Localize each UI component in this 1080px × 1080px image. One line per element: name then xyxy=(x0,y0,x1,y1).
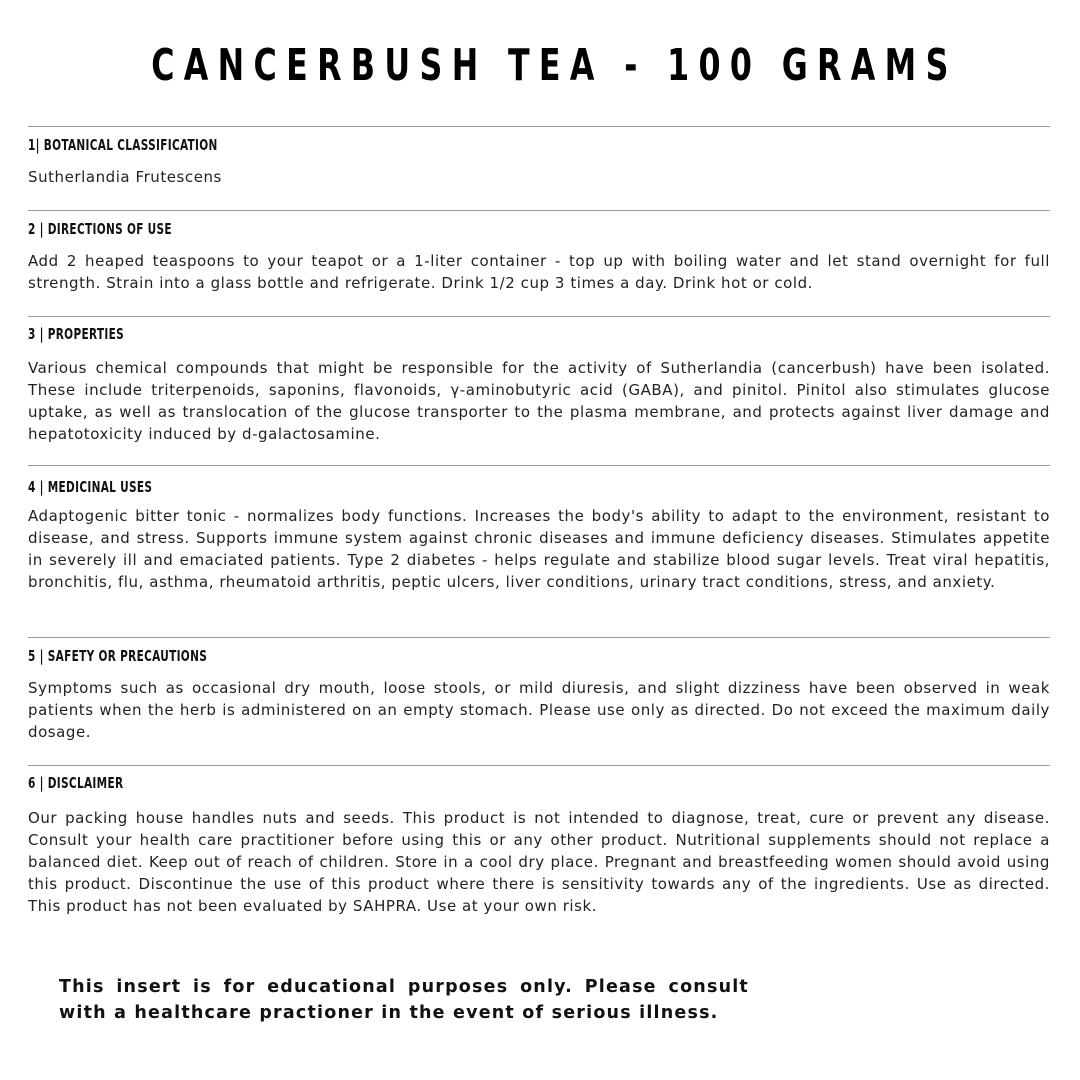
section-body: Adaptogenic bitter tonic - normalizes body functions. Increases the body's ability to adapt to the environment, resistant to disease, and stress. Supports immune system against chronic diseases and immune deficiency diseases. Stimulates appetite in severely ill and emaciated patients. Type 2 diabetes - helps regulate and stabilize blood sugar levels. Treat viral hepatitis, bronchitis, flu, asthma, rheumatoid arthritis, peptic ulcers, liver conditions, urinary tract conditions, stress, and anxiety. xyxy=(28,507,1050,591)
section-divider xyxy=(28,637,1050,638)
section-divider xyxy=(28,126,1050,127)
section-divider xyxy=(28,316,1050,317)
section-body: Symptoms such as occasional dry mouth, loose stools, or mild diuresis, and slight dizziness have been observed in weak patients when the herb is administered on an empty stomach. Please use only as directed. Do not exceed the maximum daily dosage. xyxy=(28,679,1050,741)
section-heading: 1| BOTANICAL CLASSIFICATION xyxy=(28,136,218,154)
section-divider xyxy=(28,210,1050,211)
section-divider xyxy=(28,765,1050,766)
section-botanical-classification xyxy=(28,136,1050,188)
section-safety-precautions xyxy=(28,647,1050,743)
section-properties xyxy=(28,325,1050,445)
educational-note: This insert is for educational purposes only. Please consult with a healthcare practioner in the event of serious illness. xyxy=(59,977,749,1023)
section-disclaimer xyxy=(28,774,1050,917)
section-heading: 6 | DISCLAIMER xyxy=(28,774,124,792)
section-body: Sutherlandia Frutescens xyxy=(28,168,222,186)
section-heading: 3 | PROPERTIES xyxy=(28,325,124,343)
section-body: Our packing house handles nuts and seeds. This product is not intended to diagnose, treat, cure or prevent any disease. Consult your health care practitioner before using this or any other product. Nutritional supplements should not replace a balanced diet. Keep out of reach of children. Store in a cool dry place. Pregnant and breastfeeding women should avoid using this product. Discontinue the use of this product where there is sensitivity towards any of the ingredients. Use as directed. This product has not been evaluated by SAHPRA. Use at your own risk. xyxy=(28,809,1050,915)
section-heading: 4 | MEDICINAL USES xyxy=(28,478,153,496)
page-title: CANCERBUSH TEA - 100 GRAMS xyxy=(151,40,958,91)
section-body: Various chemical compounds that might be responsible for the activity of Sutherlandia (cancerbush) have been isolated. These include triterpenoids, saponins, flavonoids, γ-aminobutyric acid (GABA), and pinitol. Pinitol also stimulates glucose uptake, as well as translocation of the glucose transporter to the plasma membrane, and protects against liver damage and hepatotoxicity induced by d-galactosamine. xyxy=(28,359,1050,443)
section-divider xyxy=(28,465,1050,466)
section-directions-of-use xyxy=(28,220,1050,294)
section-body: Add 2 heaped teaspoons to your teapot or a 1-liter container - top up with boiling water and let stand overnight for full strength. Strain into a glass bottle and refrigerate. Drink 1/2 cup 3 times a day. Drink hot or cold. xyxy=(28,252,1050,292)
section-medicinal-uses xyxy=(28,478,1050,593)
section-heading: 5 | SAFETY OR PRECAUTIONS xyxy=(28,647,208,665)
section-heading: 2 | DIRECTIONS OF USE xyxy=(28,220,172,238)
